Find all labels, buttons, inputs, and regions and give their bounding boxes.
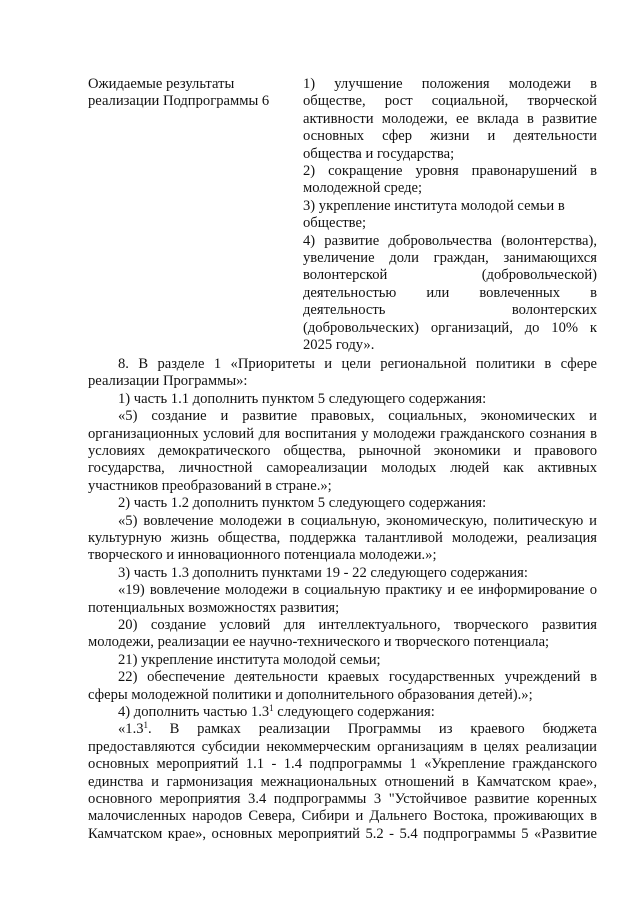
body-line: потенциальных возможностях развития; (88, 599, 340, 616)
body-line: 3) часть 1.3 дополнить пунктами 19 - 22 следующего содержания: (118, 564, 528, 581)
body-line: творческого и инновационного потенциала молодежи.»; (88, 547, 437, 564)
body-line: предоставляются субсидии некоммерческим организациям в целях реализации (88, 738, 597, 755)
body-line: «5) вовлечение молодежи в социальную, экономическую, политическую и (118, 512, 597, 529)
body-line-quote-start: «$1.3^1$. В рамках реализации Программы из краевого бюджета (118, 721, 597, 738)
table-value-line: общества и государства; (303, 145, 455, 162)
body-line: 1) часть 1.1 дополнить пунктом 5 следующего содержания: (118, 390, 487, 407)
table-value-line: волонтерской (добровольческой) (303, 267, 597, 284)
body-line: культурную жизнь общества, поддержка талантливой молодежи, реализация (88, 530, 597, 546)
body-line: основных мероприятий 1.1 - 1.4 подпрограммы 1 «Укрепление гражданского (88, 756, 597, 773)
table-label-line: реализации Подпрограммы 6 (88, 93, 270, 110)
table-value-line: молодежной среде; (303, 180, 423, 197)
table-value-line: основных сфер жизни и деятельности (303, 128, 597, 145)
table-value-line: 4) развитие добровольчества (волонтерства), (303, 232, 597, 249)
body-line: единства и гармонизация межнациональных отношений в Камчатском крае», (88, 773, 597, 790)
body-line: малочисленных народов Севера, Сибири и Дальнего Востока, проживающих в (88, 808, 597, 825)
body-line: основного мероприятия 3.4 подпрограммы 3 "Устойчивое развитие коренных (88, 791, 597, 807)
body-line: «5) создание и развитие правовых, социальных, экономических и (118, 408, 597, 425)
table-value-line: 1) улучшение положения молодежи в (303, 76, 597, 92)
table-label-line: Ожидаемые результаты (88, 76, 235, 92)
body-line: 20) создание условий для интеллектуального, творческого развития (118, 617, 597, 633)
table-value-line: обществе, рост социальной, творческой (303, 93, 597, 110)
table-value-line: активности молодежи, ее вклада в развитие (303, 110, 597, 127)
body-line: 8. В разделе 1 «Приоритеты и цели региональной политики в сфере (118, 356, 597, 372)
body-line: 21) укрепление института молодой семьи; (118, 651, 381, 668)
body-line: условиях демократического общества, рыночной экономики и правового (88, 443, 597, 459)
body-line: 22) обеспечение деятельности краевых государственных учреждений в (118, 669, 597, 686)
body-line-part4: 4) дополнить частью $1.3^1$ следующего содержания: (118, 703, 435, 720)
body-line: сферы молодежной политики и дополнительного образования детей).»; (88, 686, 533, 703)
table-value-line: обществе; (303, 215, 366, 232)
body-line: государства, личностной самореализации молодых людей как активных (88, 460, 597, 477)
body-line: организационных условий для воспитания у молодежи гражданского сознания в (88, 425, 597, 442)
body-line: участников преобразований в стране.»; (88, 477, 332, 494)
table-value-line: деятельностью или вовлеченных в (303, 284, 597, 301)
table-value-line: увеличение доли граждан, занимающихся (303, 250, 597, 266)
table-value-line: (добровольческих) организаций, до 10% к (303, 319, 597, 336)
body-line: «19) вовлечение молодежи в социальную практику и ее информирование о (118, 582, 597, 599)
table-value-line: 3) укрепление института молодой семьи в (303, 197, 565, 214)
body-line: 2) часть 1.2 дополнить пунктом 5 следующего содержания: (118, 495, 487, 512)
body-line: Камчатском крае», основных мероприятий 5.2 - 5.4 подпрограммы 5 «Развитие (88, 825, 597, 842)
table-value-line: 2) сокращение уровня правонарушений в (303, 163, 597, 179)
body-line: молодежи, реализации ее научно-технического и творческого потенциала; (88, 634, 550, 651)
table-value-line: деятельность волонтерских (303, 302, 597, 319)
table-value-line: 2025 году». (303, 337, 375, 353)
body-line: реализации Программы»: (88, 373, 248, 390)
